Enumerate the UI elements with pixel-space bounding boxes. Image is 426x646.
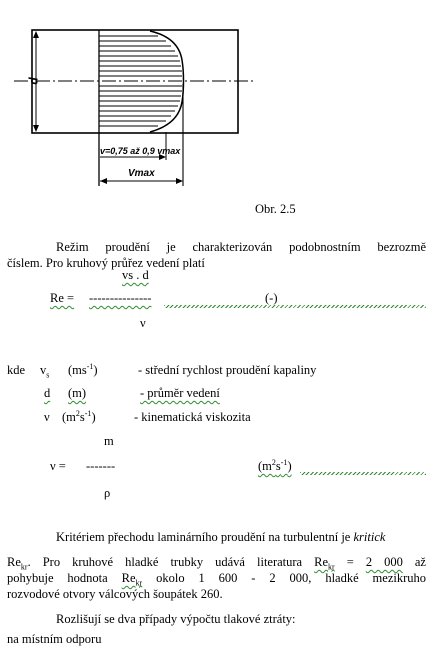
viscosity-fraction-bar: ------- [86, 459, 116, 473]
viscosity-numerator: m [104, 434, 114, 448]
kde-word: kde [7, 363, 26, 377]
paragraph-1-line-2: číslem. Pro kruhový průřez vedení platí [7, 256, 205, 270]
diameter-label: d [26, 77, 41, 85]
paragraph-2-line-2: $Re_{kr}$. Pro kruhové hladké trubky udává literatura $Re_{kr} = 2$ 000 až [7, 555, 426, 572]
reynolds-denominator: ν [140, 316, 146, 330]
nu-unit: $(m^2s^{-1})$ [62, 408, 96, 424]
reynolds-numerator: vs . d [122, 268, 149, 282]
vs-unit: $(ms^{-1})$ [68, 361, 98, 377]
paragraph-3-line-1: Rozlišují se dva případy výpočtu tlakové ztráty: [56, 612, 296, 626]
vmax-label: Vmax [128, 168, 155, 179]
reynolds-fraction-bar: --------------- [89, 291, 152, 305]
paragraph-1-line-1: Režim proudění je charakterizován podobnostním bezrozmě [56, 240, 426, 254]
diameter-arrow-top [33, 31, 39, 38]
d-unit: (m) [68, 386, 87, 400]
paragraph-2-line-1-text: Kritériem přechodu laminárního proudění na turbulentní je [56, 530, 354, 544]
d-symbol: d [44, 386, 51, 400]
viscosity-denominator: ρ [104, 486, 111, 500]
reynolds-unit: (-) [265, 291, 278, 305]
vmax-arrow-right [176, 178, 183, 184]
nu-symbol: ν [44, 410, 50, 424]
d-description-text: - průměr vedení [140, 386, 220, 400]
figure-caption: Obr. 2.5 [255, 202, 296, 216]
paragraph-3-line-2: na místním odporu [7, 632, 102, 646]
paragraph-2-line-4: rozvodové otvory válcových šoupátek 260. [7, 587, 223, 601]
velocity-profile-figure [0, 0, 426, 200]
paragraph-2-line-1 [56, 530, 385, 544]
viscosity-squiggle [300, 472, 426, 475]
vs-symbol: $v_s$ [40, 363, 50, 380]
viscosity-unit: $(m^2s^{-1})$ [258, 457, 292, 473]
paragraph-2-line-1-italic: kritick [353, 530, 386, 544]
vs-description: - střední rychlost proudění kapaliny [138, 363, 317, 377]
paragraph-2-line-3: pohybuje hodnota $Re_{kr}$ okolo 1 600 - 2 000, hladké mezikruho [7, 571, 426, 588]
viscosity-lhs: ν = [50, 459, 66, 473]
nu-description: - kinematická viskozita [134, 410, 251, 424]
vmax-arrow-left [100, 178, 107, 184]
reynolds-lhs: Re = [50, 291, 75, 305]
diameter-arrow-bottom [33, 125, 39, 132]
velocity-relation-label: v=0,75 až 0,9 vmax [100, 146, 181, 156]
reynolds-squiggle [164, 305, 426, 308]
d-description [140, 386, 220, 400]
